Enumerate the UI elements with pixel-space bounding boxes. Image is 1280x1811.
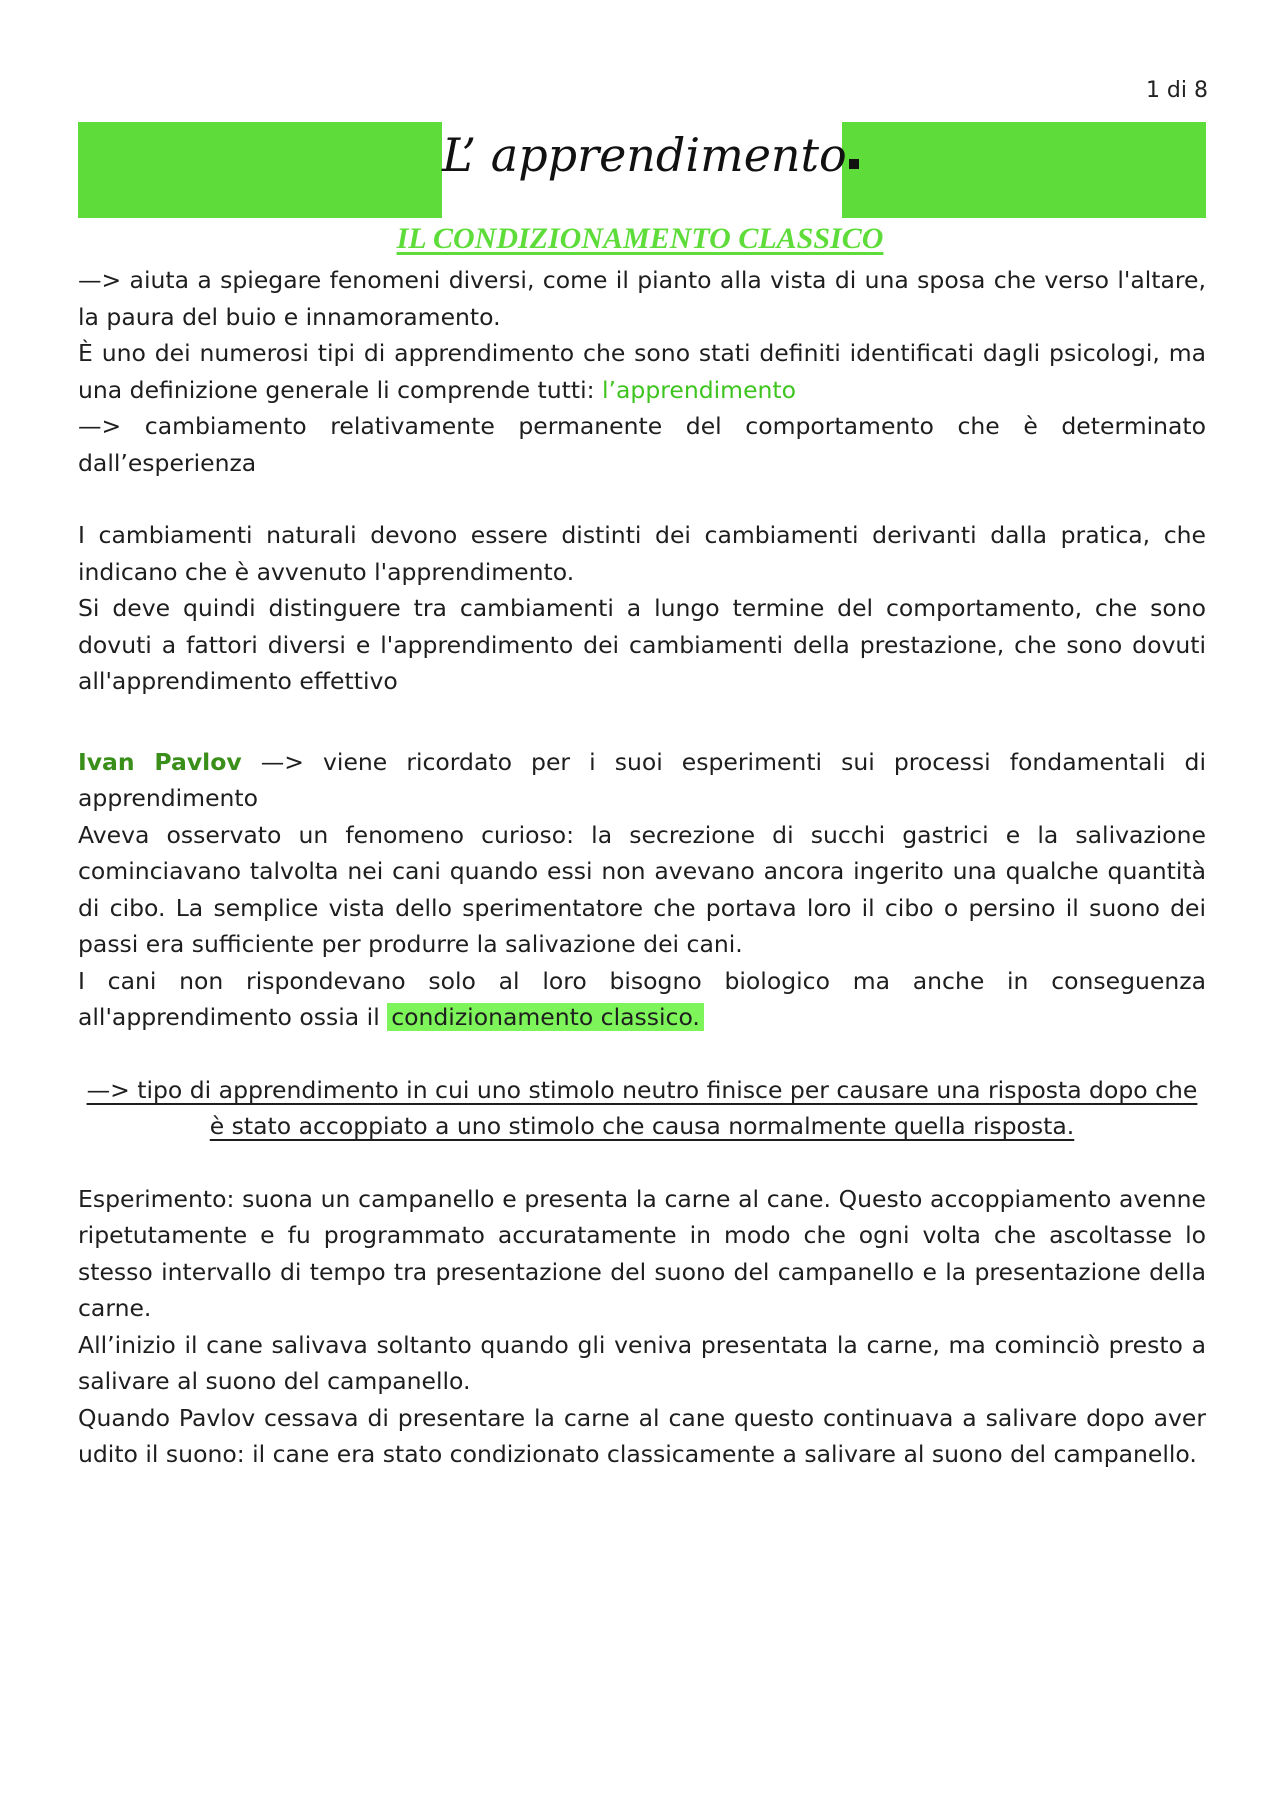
paragraph-experiment: Esperimento: suona un campanello e presenta la carne al cane. Questo accoppiamento avenne ripetutamente e fu programmato accuratamente in modo che ogni volta che ascoltasse lo stesso intervallo di tempo tra presentazione del suono del campanello e la presentazione della carne. [78, 1184, 1206, 1322]
title-band-right [842, 122, 1206, 218]
definition-classical-conditioning: —> tipo di apprendimento in cui uno stimolo neutro finisce per causare una risposta dopo che è stato accoppiato a uno stimolo che causa normalmente quella risposta. [86, 1075, 1198, 1140]
paragraph-natural-changes: I cambiamenti naturali devono essere distinti dei cambiamenti derivanti dalla pratica, che indicano che è avvenuto l'apprendimento. [78, 521, 1206, 586]
page-title [442, 128, 847, 182]
highlight-condizionamento: condizionamento classico. [387, 1003, 704, 1031]
section-subtitle: IL CONDIZIONAMENTO CLASSICO [396, 222, 884, 255]
title-dot [849, 159, 859, 169]
paragraph-definition: —> cambiamento relativamente permanente del comportamento che è determinato dall’esperienza [78, 412, 1206, 477]
paragraph-observation: Aveva osservato un fenomeno curioso: la secrezione di succhi gastrici e la salivazione cominciavano talvolta nei cani quando essi non avevano ancora ingerito una qualche quantità di cibo. La semplice vista dello sperimentatore che portava loro il cibo o persino il suono dei passi era sufficiente per produrre la salivazione dei cani. [78, 820, 1206, 958]
page-number: 1 di 8 [1145, 78, 1208, 103]
paragraph-intro: —> aiuta a spiegare fenomeni diversi, come il pianto alla vista di una sposa che verso l'altare, la paura del buio e innamoramento. [78, 266, 1206, 331]
document-body [78, 262, 1206, 1473]
pavlov-intro: —> viene ricordato per i suoi esperimenti sui processi fondamentali di apprendimento [78, 747, 1207, 812]
conditioning-lead: I cani non rispondevano solo al loro bisogno biologico ma anche in conseguenza all'apprendimento ossia il [78, 966, 1206, 1031]
pavlov-name: Ivan Pavlov [78, 747, 242, 776]
definition-lead-text: È uno dei numerosi tipi di apprendimento che sono stati definiti identificati dagli psicologi, ma una definizione generale li comprende tutti: [78, 339, 1206, 404]
paragraph-pavlov [78, 744, 1206, 817]
paragraph-definition-lead [78, 335, 1206, 408]
paragraph-result: Quando Pavlov cessava di presentare la carne al cane questo continuava a salivare dopo aver udito il suono: il cane era stato condizionato classicamente a salivare al suono del campanello. [78, 1403, 1206, 1468]
term-apprendimento: l’apprendimento [602, 375, 797, 404]
paragraph-conditioning [78, 963, 1206, 1036]
title-band-left [78, 122, 442, 218]
page-title-text: L’ apprendimento [442, 128, 847, 182]
title-band [78, 122, 1206, 218]
paragraph-beginning: All’inizio il cane salivava soltanto quando gli veniva presentata la carne, ma cominciò presto a salivare al suono del campanello. [78, 1330, 1206, 1395]
paragraph-distinguish: Si deve quindi distinguere tra cambiamenti a lungo termine del comportamento, che sono dovuti a fattori diversi e l'apprendimento dei cambiamenti della prestazione, che sono dovuti all'apprendimento effettivo [78, 594, 1206, 695]
